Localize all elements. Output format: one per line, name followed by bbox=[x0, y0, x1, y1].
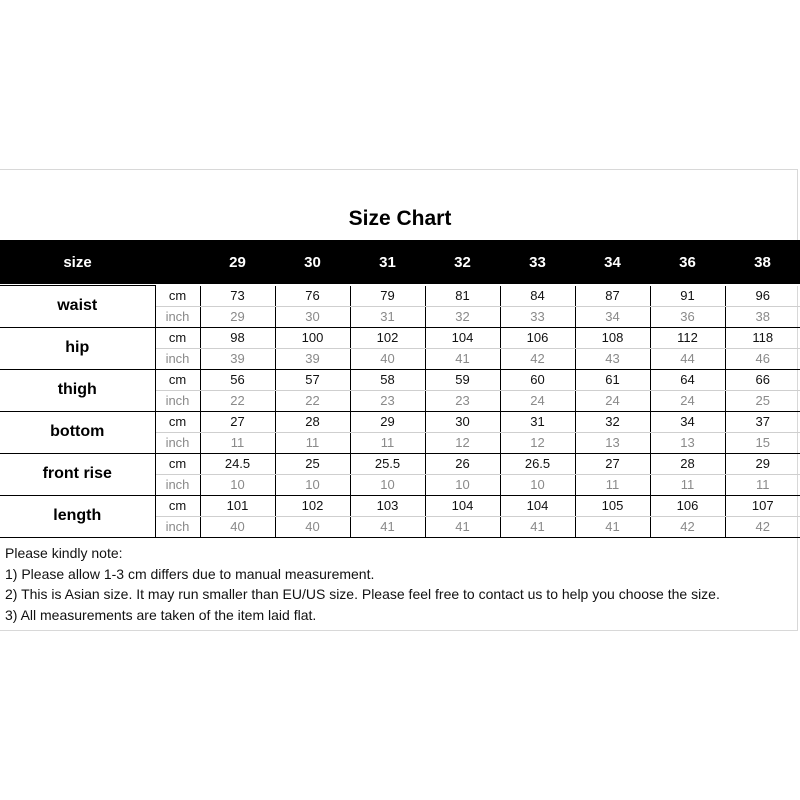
table-cell: 32 bbox=[575, 411, 650, 432]
header-size: 31 bbox=[350, 240, 425, 284]
table-cell: 60 bbox=[500, 369, 575, 390]
table-cell: 10 bbox=[200, 474, 275, 495]
table-cell: 96 bbox=[725, 286, 800, 307]
table-cell: 11 bbox=[575, 474, 650, 495]
table-cell: 84 bbox=[500, 286, 575, 307]
table-cell: 41 bbox=[425, 348, 500, 369]
table-cell: 28 bbox=[275, 411, 350, 432]
table-cell: 64 bbox=[650, 369, 725, 390]
unit-label: cm bbox=[155, 495, 200, 516]
table-row-cm bbox=[0, 495, 800, 516]
table-cell: 40 bbox=[350, 348, 425, 369]
table-cell: 87 bbox=[575, 286, 650, 307]
unit-label: inch bbox=[155, 474, 200, 495]
table-cell: 37 bbox=[725, 411, 800, 432]
table-cell: 106 bbox=[500, 327, 575, 348]
table-cell: 76 bbox=[275, 286, 350, 307]
table-cell: 26 bbox=[425, 453, 500, 474]
unit-label: inch bbox=[155, 390, 200, 411]
table-cell: 11 bbox=[650, 474, 725, 495]
table-cell: 112 bbox=[650, 327, 725, 348]
table-header-row bbox=[0, 240, 800, 284]
header-size: 29 bbox=[200, 240, 275, 284]
table-cell: 46 bbox=[725, 348, 800, 369]
table-cell: 41 bbox=[350, 516, 425, 537]
note-line: 3) All measurements are taken of the item laid flat. bbox=[5, 606, 317, 623]
table-cell: 104 bbox=[425, 495, 500, 516]
header-unit-spacer bbox=[155, 240, 200, 284]
page-title: Size Chart bbox=[348, 207, 452, 230]
table-cell: 41 bbox=[425, 516, 500, 537]
table-cell: 81 bbox=[425, 286, 500, 307]
note-line: 1) Please allow 1-3 cm differs due to manual measurement. bbox=[5, 565, 375, 582]
header-size: 38 bbox=[725, 240, 800, 284]
table-cell: 40 bbox=[200, 516, 275, 537]
table-cell: 13 bbox=[575, 432, 650, 453]
unit-label: cm bbox=[155, 453, 200, 474]
table-cell: 11 bbox=[200, 432, 275, 453]
size-table bbox=[0, 240, 800, 538]
table-cell: 29 bbox=[350, 411, 425, 432]
table-cell: 34 bbox=[650, 411, 725, 432]
table-cell: 102 bbox=[350, 327, 425, 348]
table-cell: 101 bbox=[200, 495, 275, 516]
table-cell: 43 bbox=[575, 348, 650, 369]
header-size: 33 bbox=[500, 240, 575, 284]
table-cell: 12 bbox=[500, 432, 575, 453]
table-row-cm bbox=[0, 286, 800, 307]
unit-label: cm bbox=[155, 369, 200, 390]
table-row-cm bbox=[0, 369, 800, 390]
header-size: 32 bbox=[425, 240, 500, 284]
table-cell: 24 bbox=[650, 390, 725, 411]
table-cell: 40 bbox=[275, 516, 350, 537]
table-cell: 23 bbox=[425, 390, 500, 411]
table-cell: 27 bbox=[575, 453, 650, 474]
table-cell: 32 bbox=[425, 306, 500, 327]
table-cell: 66 bbox=[725, 369, 800, 390]
table-cell: 24 bbox=[500, 390, 575, 411]
table-cell: 44 bbox=[650, 348, 725, 369]
unit-label: inch bbox=[155, 348, 200, 369]
table-cell: 15 bbox=[725, 432, 800, 453]
table-cell: 61 bbox=[575, 369, 650, 390]
row-label: length bbox=[0, 495, 155, 537]
table-row-cm bbox=[0, 327, 800, 348]
table-cell: 104 bbox=[500, 495, 575, 516]
table-cell: 30 bbox=[425, 411, 500, 432]
table-cell: 31 bbox=[500, 411, 575, 432]
notes-block bbox=[5, 543, 720, 625]
table-cell: 79 bbox=[350, 286, 425, 307]
header-size: 34 bbox=[575, 240, 650, 284]
table-cell: 26.5 bbox=[500, 453, 575, 474]
note-line: Please kindly note: bbox=[5, 545, 123, 561]
table-cell: 13 bbox=[650, 432, 725, 453]
table-cell: 41 bbox=[500, 516, 575, 537]
table-cell: 27 bbox=[200, 411, 275, 432]
table-cell: 11 bbox=[725, 474, 800, 495]
row-label: waist bbox=[0, 286, 155, 328]
table-cell: 10 bbox=[425, 474, 500, 495]
table-cell: 42 bbox=[650, 516, 725, 537]
table-row-cm bbox=[0, 453, 800, 474]
unit-label: cm bbox=[155, 286, 200, 307]
row-label: bottom bbox=[0, 411, 155, 453]
table-cell: 10 bbox=[500, 474, 575, 495]
table-cell: 10 bbox=[275, 474, 350, 495]
row-label: hip bbox=[0, 327, 155, 369]
unit-label: inch bbox=[155, 516, 200, 537]
table-cell: 73 bbox=[200, 286, 275, 307]
table-row-cm bbox=[0, 411, 800, 432]
table-cell: 23 bbox=[350, 390, 425, 411]
header-size: 36 bbox=[650, 240, 725, 284]
table-cell: 11 bbox=[275, 432, 350, 453]
table-cell: 118 bbox=[725, 327, 800, 348]
table-cell: 24 bbox=[575, 390, 650, 411]
table-cell: 30 bbox=[275, 306, 350, 327]
table-cell: 25 bbox=[275, 453, 350, 474]
table-cell: 33 bbox=[500, 306, 575, 327]
table-cell: 28 bbox=[650, 453, 725, 474]
table-cell: 12 bbox=[425, 432, 500, 453]
table-cell: 11 bbox=[350, 432, 425, 453]
table-cell: 42 bbox=[725, 516, 800, 537]
table-cell: 98 bbox=[200, 327, 275, 348]
table-cell: 41 bbox=[575, 516, 650, 537]
unit-label: cm bbox=[155, 411, 200, 432]
table-cell: 36 bbox=[650, 306, 725, 327]
table-cell: 31 bbox=[350, 306, 425, 327]
table-cell: 91 bbox=[650, 286, 725, 307]
header-size-label: size bbox=[0, 240, 155, 284]
table-cell: 107 bbox=[725, 495, 800, 516]
table-cell: 105 bbox=[575, 495, 650, 516]
table-cell: 56 bbox=[200, 369, 275, 390]
table-cell: 38 bbox=[725, 306, 800, 327]
table-cell: 103 bbox=[350, 495, 425, 516]
unit-label: inch bbox=[155, 306, 200, 327]
table-cell: 24.5 bbox=[200, 453, 275, 474]
table-cell: 42 bbox=[500, 348, 575, 369]
table-cell: 34 bbox=[575, 306, 650, 327]
row-label: thigh bbox=[0, 369, 155, 411]
table-cell: 10 bbox=[350, 474, 425, 495]
table-cell: 106 bbox=[650, 495, 725, 516]
table-cell: 59 bbox=[425, 369, 500, 390]
table-cell: 29 bbox=[200, 306, 275, 327]
table-cell: 22 bbox=[275, 390, 350, 411]
table-cell: 58 bbox=[350, 369, 425, 390]
table-cell: 22 bbox=[200, 390, 275, 411]
table-cell: 108 bbox=[575, 327, 650, 348]
note-line: 2) This is Asian size. It may run smaller than EU/US size. Please feel free to contact us to help you choose the size. bbox=[5, 586, 720, 602]
table-cell: 57 bbox=[275, 369, 350, 390]
table-cell: 104 bbox=[425, 327, 500, 348]
unit-label: cm bbox=[155, 327, 200, 348]
table-cell: 102 bbox=[275, 495, 350, 516]
row-label: front rise bbox=[0, 453, 155, 495]
table-cell: 25.5 bbox=[350, 453, 425, 474]
header-size: 30 bbox=[275, 240, 350, 284]
table-cell: 25 bbox=[725, 390, 800, 411]
table-cell: 100 bbox=[275, 327, 350, 348]
unit-label: inch bbox=[155, 432, 200, 453]
table-cell: 39 bbox=[200, 348, 275, 369]
table-cell: 29 bbox=[725, 453, 800, 474]
table-cell: 39 bbox=[275, 348, 350, 369]
